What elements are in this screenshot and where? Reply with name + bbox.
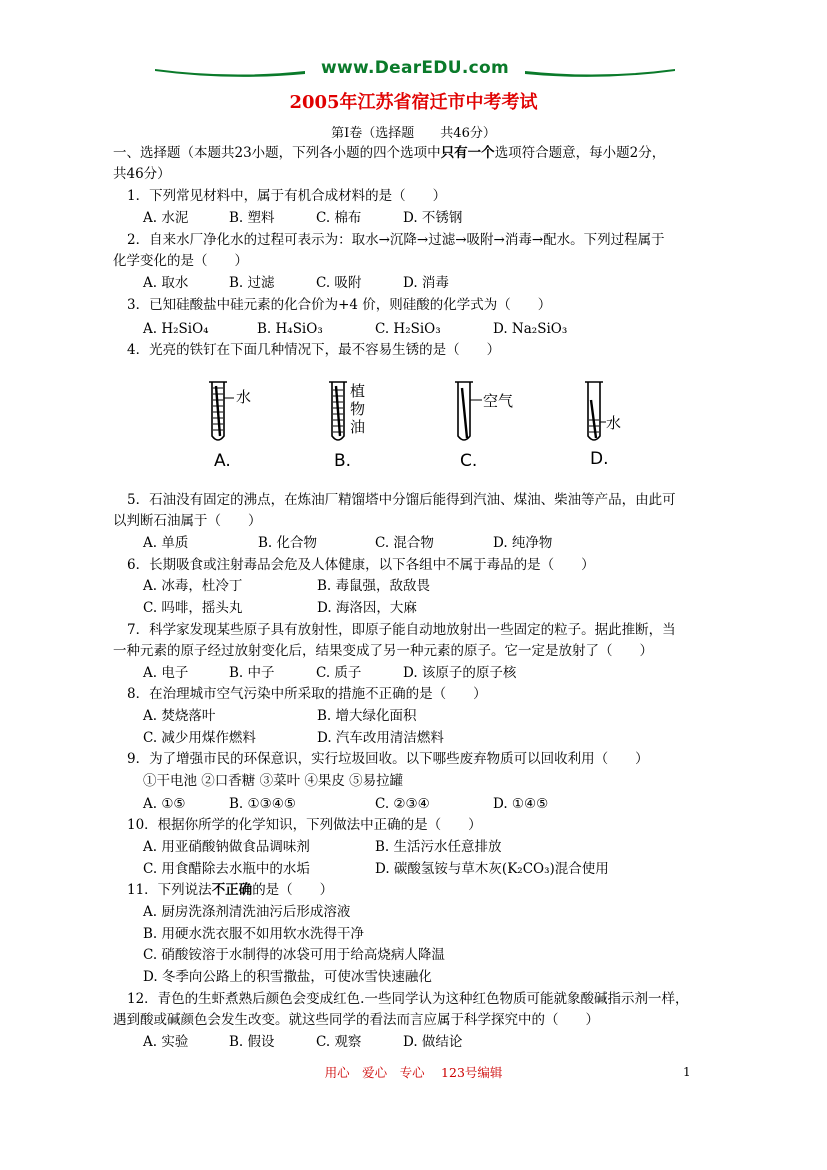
q6-stem: 6．长期吸食或注射毒品会危及人体健康，以下各组中不属于毒品的是（ ） bbox=[127, 557, 595, 573]
q9-stem: 9．为了增强市民的环保意识，实行垃圾回收。以下哪些废弃物质可以回收利用（ ） bbox=[127, 751, 649, 767]
q12-stem-2: 遇到酸或碱颜色会发生改变。就这些同学的看法而言应属于科学探究中的（ ） bbox=[113, 1012, 599, 1028]
q6-option-d: D. 海洛因，大麻 bbox=[317, 600, 417, 616]
q7-option-c: C. 质子 bbox=[316, 665, 362, 681]
q3-option-c: C. H₂SiO₃ bbox=[375, 321, 441, 337]
q5-option-c: C. 混合物 bbox=[375, 535, 434, 551]
q8-stem: 8．在治理城市空气污染中所采取的措施不正确的是（ ） bbox=[127, 686, 487, 702]
q11-option-a: A. 厨房洗涤剂清洗油污后形成溶液 bbox=[143, 904, 351, 920]
q5-stem-1: 5．石油没有固定的沸点，在炼油厂精馏塔中分馏后能得到汽油、煤油、柴油等产品，由此可 bbox=[127, 492, 676, 508]
q7-option-d: D. 该原子的原子核 bbox=[403, 665, 517, 681]
q8-option-c: C. 减少用煤作燃料 bbox=[143, 730, 256, 746]
section-heading: 第Ⅰ卷（选择题 共46分） bbox=[331, 126, 496, 141]
site-name: www.DearEDU.com bbox=[321, 58, 509, 78]
q4-fig-option-c: C. bbox=[460, 451, 478, 471]
q4-stem: 4．光亮的铁钉在下面几种情况下，最不容易生锈的是（ ） bbox=[127, 342, 501, 358]
q11-option-c: C. 硝酸铵溶于水制得的冰袋可用于给高烧病人降温 bbox=[143, 947, 445, 963]
q4-fig-option-b: B. bbox=[334, 451, 352, 471]
q9-option-c: C. ②③④ bbox=[375, 796, 430, 812]
q1-option-a: A. 水泥 bbox=[143, 210, 189, 226]
q6-option-b: B. 毒鼠强，敌敌畏 bbox=[317, 578, 431, 594]
q3-stem: 3．已知硅酸盐中硅元素的化合价为+4 价，则硅酸的化学式为（ ） bbox=[127, 297, 552, 313]
q4-figure bbox=[200, 378, 640, 478]
q5-option-a: A. 单质 bbox=[143, 535, 189, 551]
q10-option-a: A. 用亚硝酸钠做食品调味剂 bbox=[143, 839, 310, 855]
q8-option-b: B. 增大绿化面积 bbox=[317, 708, 417, 724]
q10-option-b: B. 生活污水任意排放 bbox=[375, 839, 502, 855]
q2-option-c: C. 吸附 bbox=[316, 275, 362, 291]
intro-line-2: 共46分） bbox=[113, 166, 171, 182]
q12-option-c: C. 观察 bbox=[316, 1034, 362, 1050]
q7-stem-2: 一种元素的原子经过放射变化后，结果变成了另一种元素的原子。它一定是放射了（ ） bbox=[113, 643, 653, 659]
swoosh-left-icon bbox=[155, 65, 305, 79]
q4-fig-c-label: 空气 bbox=[483, 392, 514, 410]
q9-items: ①干电池 ②口香糖 ③菜叶 ④果皮 ⑤易拉罐 bbox=[143, 773, 404, 789]
q1-option-b: B. 塑料 bbox=[229, 210, 275, 226]
q2-option-b: B. 过滤 bbox=[229, 275, 275, 291]
q2-stem-1: 2．自来水厂净化水的过程可表示为：取水→沉降→过滤→吸附→消毒→配水。下列过程属于 bbox=[127, 232, 665, 248]
q11-stem: 11．下列说法不正确的是（ ） bbox=[127, 882, 334, 898]
q9-option-a: A. ①⑤ bbox=[143, 796, 186, 812]
intro-line-1: 一、选择题（本题共23小题，下列各小题的四个选项中只有一个选项符合题意，每小题2分， bbox=[113, 145, 666, 161]
q10-option-c: C. 用食醋除去水瓶中的水垢 bbox=[143, 861, 310, 877]
q5-stem-2: 以判断石油属于（ ） bbox=[113, 513, 262, 529]
q9-option-d: D. ①④⑤ bbox=[493, 796, 549, 812]
q1-option-c: C. 棉布 bbox=[316, 210, 362, 226]
q6-option-c: C. 吗啡，摇头丸 bbox=[143, 600, 243, 616]
test-tube-figure bbox=[200, 378, 640, 478]
q4-fig-a-label: 水 bbox=[236, 388, 252, 406]
q2-option-d: D. 消毒 bbox=[403, 275, 449, 291]
q11-option-b: B. 用硬水洗衣服不如用软水洗得干净 bbox=[143, 926, 365, 942]
q12-option-b: B. 假设 bbox=[229, 1034, 275, 1050]
q7-stem-1: 7．科学家发现某些原子具有放射性，即原子能自动地放射出一些固定的粒子。据此推断，当 bbox=[127, 622, 676, 638]
q4-fig-d-label: 水 bbox=[606, 414, 622, 432]
q8-option-a: A. 焚烧落叶 bbox=[143, 708, 216, 724]
q3-option-d: D. Na₂SiO₃ bbox=[493, 321, 568, 337]
q10-option-d: D. 碳酸氢铵与草木灰(K₂CO₃)混合使用 bbox=[375, 861, 609, 877]
page-title: 2005年江苏省宿迁市中考考试 bbox=[289, 92, 538, 113]
q12-stem-1: 12．青色的生虾煮熟后颜色会变成红色.一些同学认为这种红色物质可能就象酸碱指示剂一样， bbox=[127, 991, 689, 1007]
q12-option-a: A. 实验 bbox=[143, 1034, 189, 1050]
q11-option-d: D. 冬季向公路上的积雪撒盐，可使冰雪快速融化 bbox=[143, 969, 432, 985]
q12-option-d: D. 做结论 bbox=[403, 1034, 463, 1050]
q7-option-b: B. 中子 bbox=[229, 665, 275, 681]
q4-fig-option-a: A. bbox=[214, 451, 231, 471]
swoosh-right-icon bbox=[525, 65, 675, 79]
q9-option-b: B. ①③④⑤ bbox=[229, 796, 296, 812]
q1-option-d: D. 不锈钢 bbox=[403, 210, 463, 226]
q2-option-a: A. 取水 bbox=[143, 275, 189, 291]
q2-stem-2: 化学变化的是（ ） bbox=[113, 253, 248, 269]
page-footer: 用心 爱心 专心 123号编辑 bbox=[324, 1065, 503, 1080]
q4-fig-option-d: D. bbox=[590, 449, 609, 469]
q5-option-d: D. 纯净物 bbox=[493, 535, 553, 551]
q4-fig-b-label: 植 物 油 bbox=[350, 382, 366, 436]
q1-stem: 1．下列常见材料中，属于有机合成材料的是（ ） bbox=[127, 188, 447, 204]
site-header bbox=[155, 55, 675, 85]
q6-option-a: A. 冰毒，杜冷丁 bbox=[143, 578, 243, 594]
q10-stem: 10．根据你所学的化学知识，下列做法中正确的是（ ） bbox=[127, 817, 482, 833]
q7-option-a: A. 电子 bbox=[143, 665, 189, 681]
q3-option-b: B. H₄SiO₃ bbox=[257, 321, 323, 337]
page-number: 1 bbox=[683, 1065, 691, 1079]
q5-option-b: B. 化合物 bbox=[258, 535, 318, 551]
q8-option-d: D. 汽车改用清洁燃料 bbox=[317, 730, 444, 746]
q3-option-a: A. H₂SiO₄ bbox=[143, 321, 209, 337]
